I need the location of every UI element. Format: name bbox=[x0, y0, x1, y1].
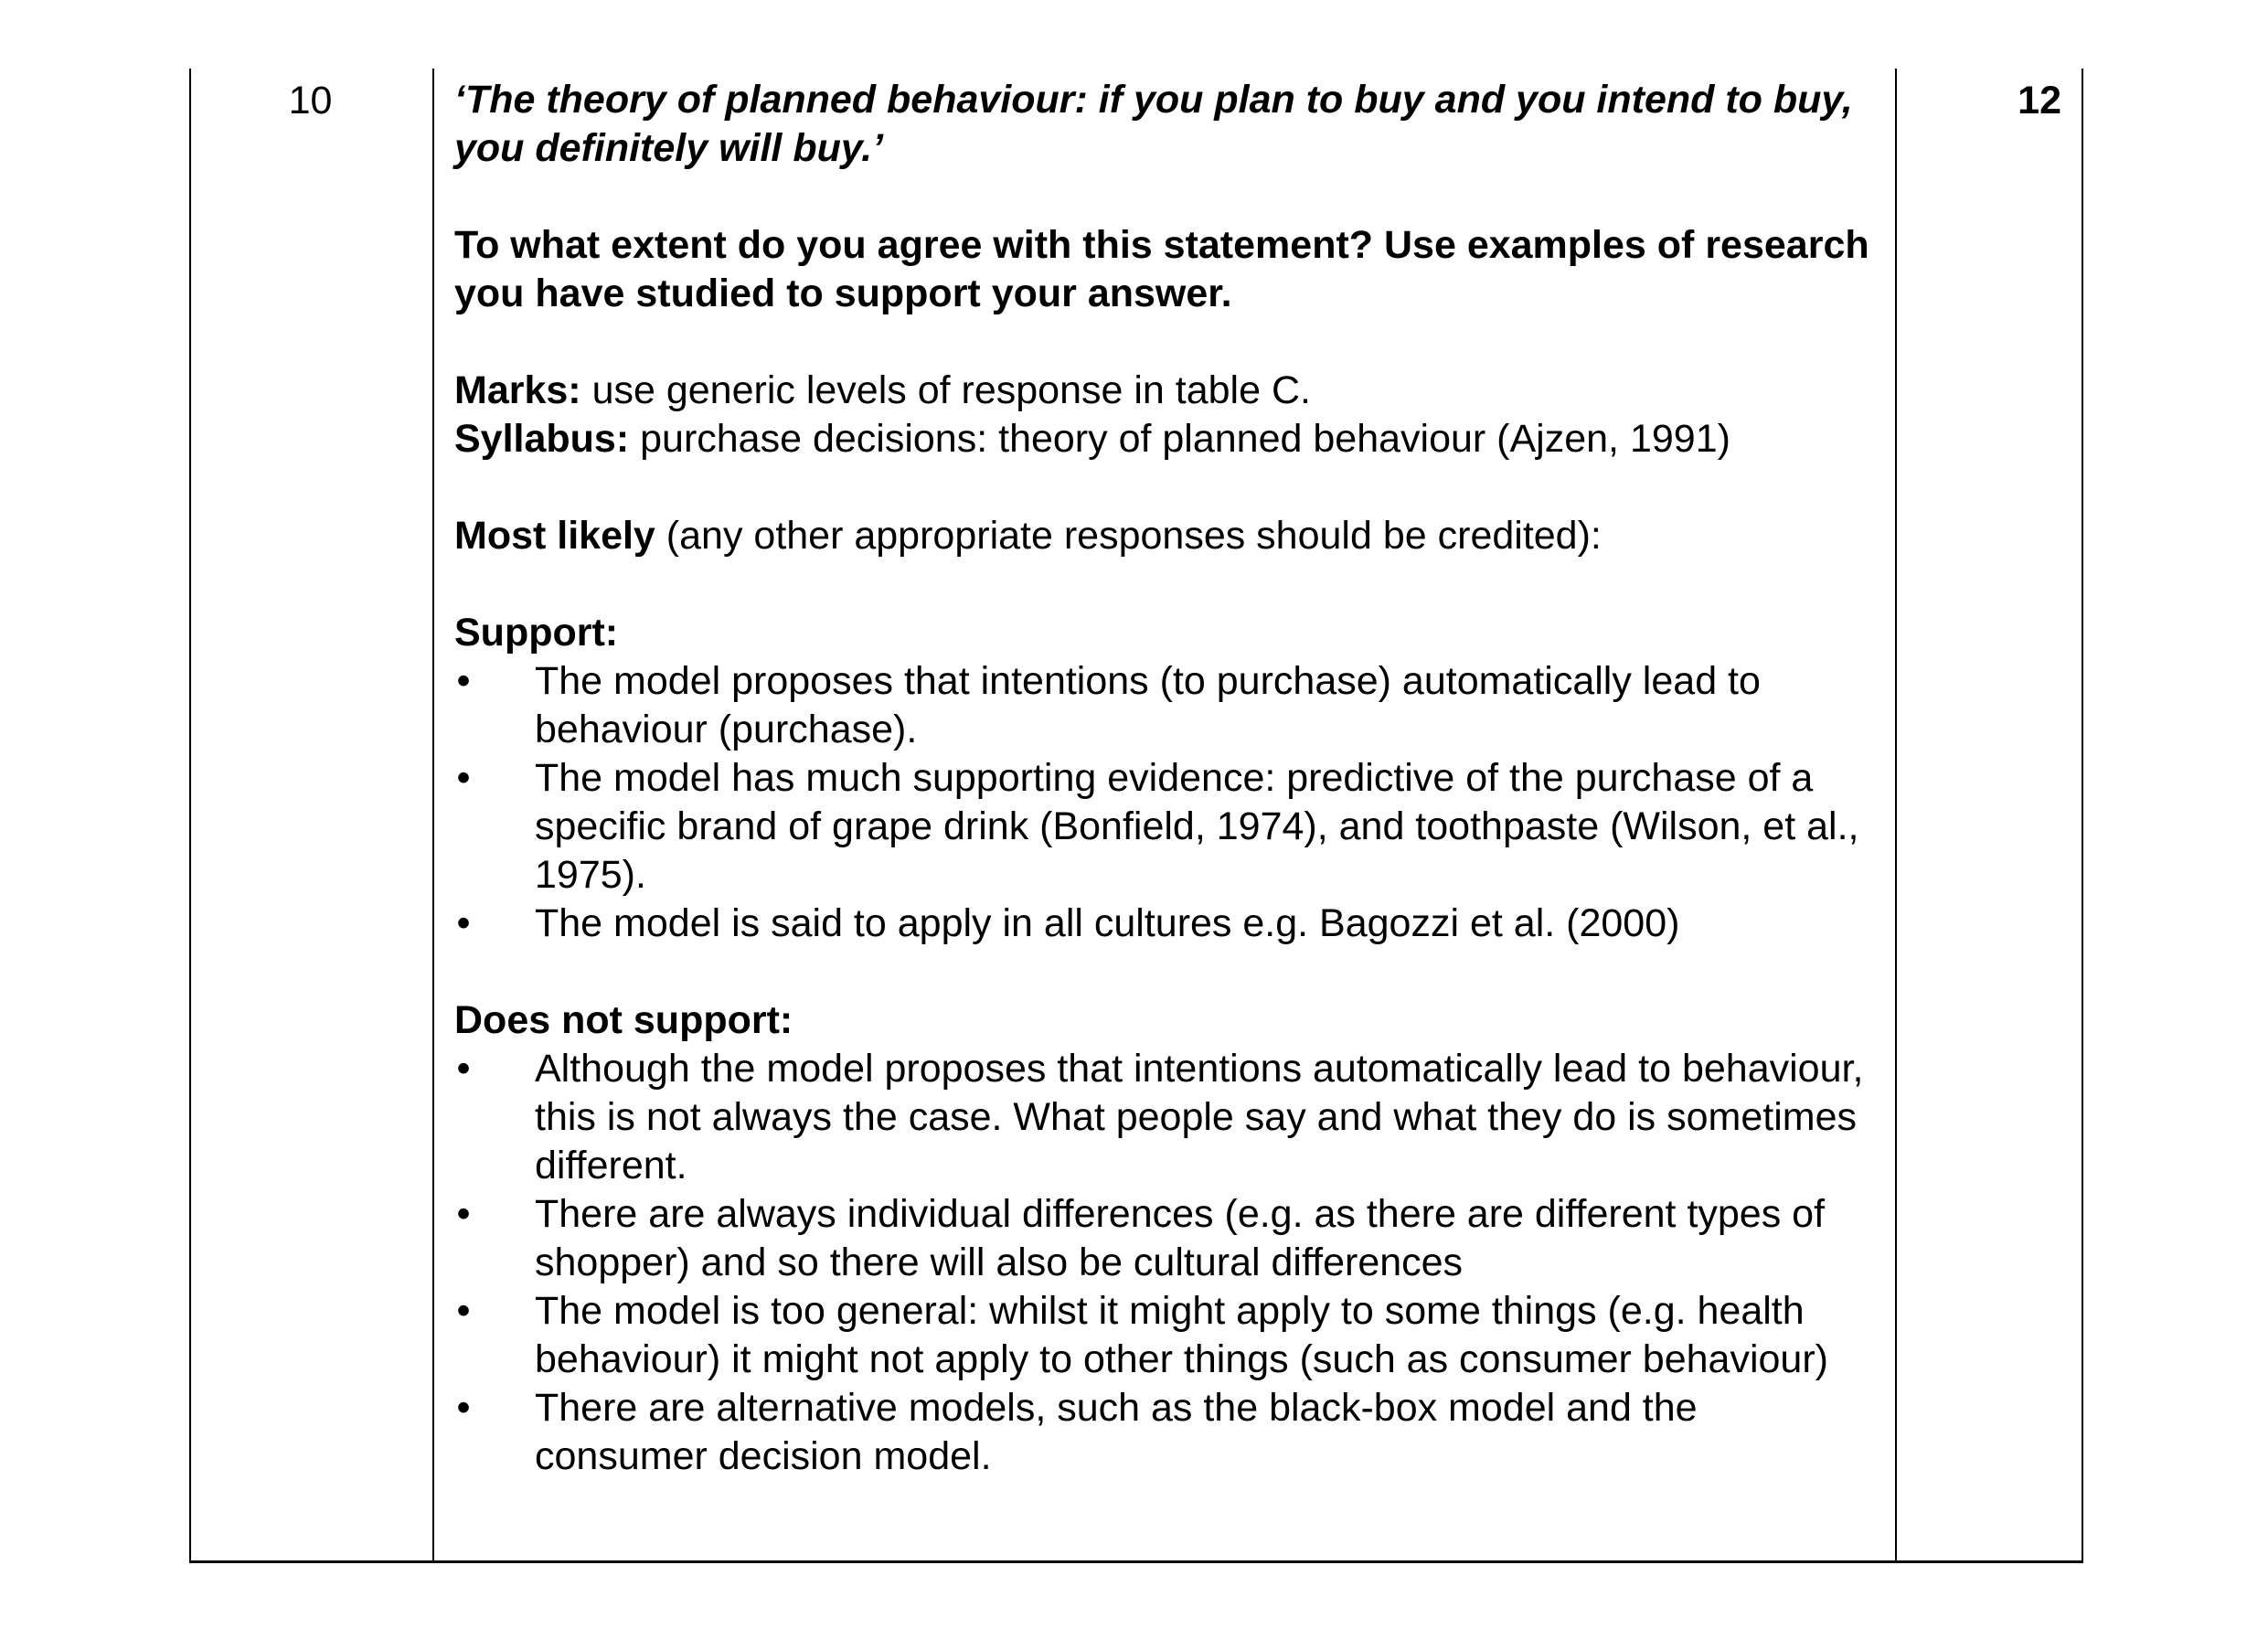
table-divider-2 bbox=[1895, 69, 1897, 1560]
not-support-list bbox=[454, 1045, 1880, 1481]
list-item bbox=[454, 900, 1880, 948]
most-likely-text: (any other appropriate responses should be credited): bbox=[655, 514, 1602, 558]
bullet-icon: • bbox=[456, 1289, 471, 1333]
most-likely-label: Most likely bbox=[454, 514, 655, 558]
list-item-text: The model is too general: whilst it might apply to some things (e.g. health behaviour) it might not apply to other things (such as consumer behaviour) bbox=[535, 1289, 1828, 1381]
marks-line bbox=[454, 367, 1880, 415]
list-item-text: The model has much supporting evidence: predictive of the purchase of a specific brand of grape drink (Bonfield, 1974), and toothpaste (Wilson, et al., 1975). bbox=[535, 756, 1859, 897]
syllabus-line bbox=[454, 415, 1880, 463]
list-item bbox=[454, 1045, 1880, 1190]
list-item bbox=[454, 1287, 1880, 1384]
mark-scheme-table bbox=[189, 69, 2083, 1563]
bullet-icon: • bbox=[456, 1047, 471, 1091]
syllabus-text: purchase decisions: theory of planned behaviour (Ajzen, 1991) bbox=[629, 417, 1730, 461]
most-likely-line bbox=[454, 512, 1880, 560]
question-text: To what extent do you agree with this statement? Use examples of research you have studied to support your answer. bbox=[454, 223, 1869, 315]
list-item-text: There are alternative models, such as the black-box model and the consumer decision model. bbox=[535, 1386, 1698, 1478]
table-divider-1 bbox=[432, 69, 434, 1560]
syllabus-label: Syllabus: bbox=[454, 417, 630, 461]
answer-cell bbox=[454, 76, 1880, 1481]
bullet-icon: • bbox=[456, 901, 471, 945]
list-item-text: The model is said to apply in all cultures e.g. Bagozzi et al. (2000) bbox=[535, 901, 1680, 945]
not-support-heading: Does not support: bbox=[454, 998, 793, 1042]
support-list bbox=[454, 657, 1880, 948]
marks-value: 12 bbox=[2018, 79, 2061, 122]
list-item bbox=[454, 1384, 1880, 1481]
list-item bbox=[454, 657, 1880, 754]
list-item bbox=[454, 754, 1880, 900]
bullet-icon: • bbox=[456, 659, 471, 703]
question-number: 10 bbox=[288, 79, 333, 122]
marks-label: Marks: bbox=[454, 368, 581, 412]
list-item-text: The model proposes that intentions (to purchase) automatically lead to behaviour (purchase). bbox=[535, 659, 1761, 751]
bullet-icon: • bbox=[456, 1192, 471, 1236]
support-heading: Support: bbox=[454, 611, 619, 655]
bullet-icon: • bbox=[456, 1386, 471, 1430]
question-quote: ‘The theory of planned behaviour: if you plan to buy and you intend to buy, you definitely will buy.’ bbox=[454, 78, 1853, 170]
table-border-left bbox=[189, 69, 191, 1560]
list-item-text: Although the model proposes that intentions automatically lead to behaviour, this is not always the case. What people say and what they do is sometimes different. bbox=[535, 1047, 1864, 1187]
marks-text: use generic levels of response in table C. bbox=[580, 368, 1311, 412]
table-border-right bbox=[2082, 69, 2083, 1560]
list-item-text: There are always individual differences (e.g. as there are different types of shopper) and so there will also be cultural differences bbox=[535, 1192, 1826, 1284]
bullet-icon: • bbox=[456, 756, 471, 800]
meta-block bbox=[454, 367, 1880, 463]
list-item bbox=[454, 1190, 1880, 1287]
